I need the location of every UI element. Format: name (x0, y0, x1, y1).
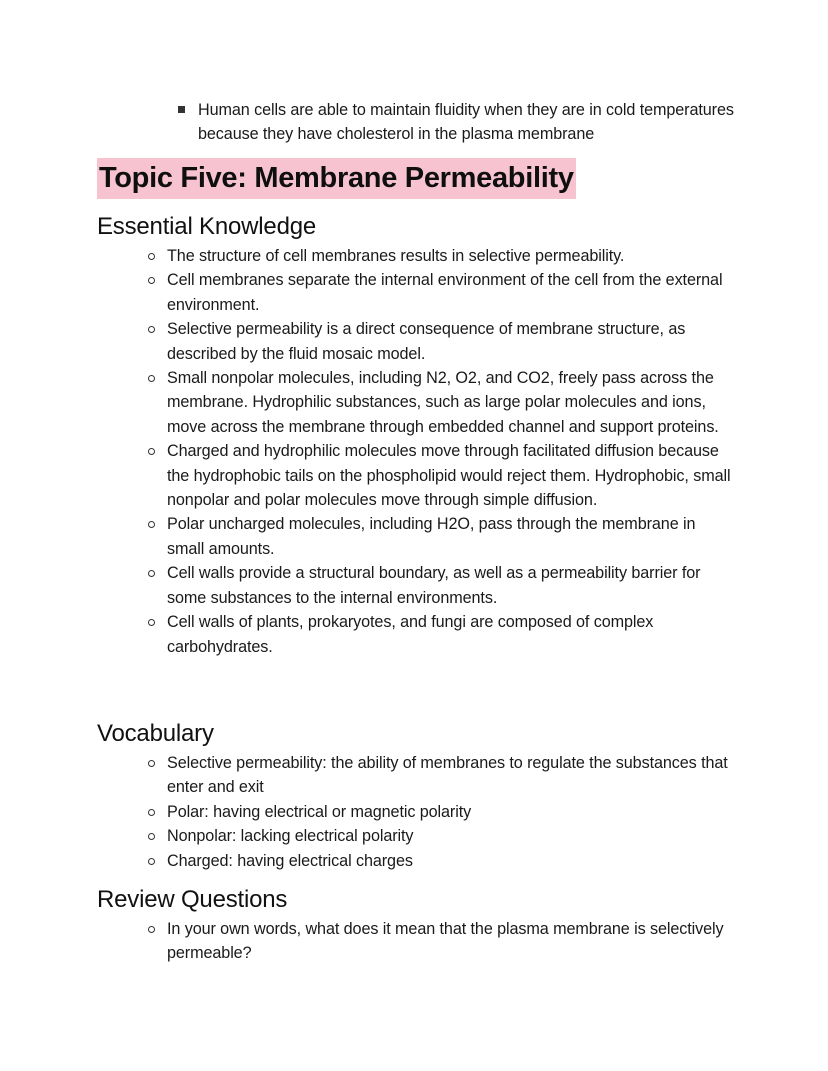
list-item (167, 366, 732, 439)
circle-bullet-icon (148, 521, 155, 528)
list-item (167, 244, 732, 268)
list-item-text: Nonpolar: lacking electrical polarity (167, 827, 414, 846)
circle-bullet-icon (148, 760, 155, 767)
list-item (167, 268, 732, 317)
circle-bullet-icon (148, 833, 155, 840)
section-heading-vocabulary: Vocabulary (97, 720, 214, 747)
review-questions-list (167, 917, 732, 966)
list-item-text: Selective permeability: the ability of membranes to regulate the substances that enter and exit (167, 754, 728, 797)
list-item-text: Selective permeability is a direct consequence of membrane structure, as described by the fluid mosaic model. (167, 320, 686, 363)
list-item-text: Charged and hydrophilic molecules move through facilitated diffusion because the hydrophobic tails on the phospholipid would reject them. Hydrophobic, small nonpolar and polar molecules move through simple diffusion. (167, 442, 731, 510)
circle-bullet-icon (148, 619, 155, 626)
circle-bullet-icon (148, 858, 155, 865)
list-item (167, 610, 732, 659)
topic-title: Topic Five: Membrane Permeability (97, 158, 576, 199)
list-item (167, 439, 732, 512)
list-item (167, 751, 732, 800)
list-item-text: Small nonpolar molecules, including N2, O2, and CO2, freely pass across the membrane. Hydrophilic substances, such as large polar molecules and ions, move across the membrane through embedded channel and support proteins. (167, 369, 719, 436)
circle-bullet-icon (148, 448, 155, 455)
circle-bullet-icon (148, 375, 155, 382)
square-bullet-icon (178, 106, 185, 113)
section-heading-review-questions: Review Questions (97, 886, 288, 913)
list-item (167, 849, 732, 873)
list-item-text: In your own words, what does it mean that the plasma membrane is selectively permeable? (167, 920, 724, 963)
list-item (167, 317, 732, 366)
list-item (198, 98, 738, 147)
list-item-text: Cell walls provide a structural boundary, as well as a permeability barrier for some substances to the internal environments. (167, 564, 701, 607)
list-item (167, 561, 732, 610)
circle-bullet-icon (148, 253, 155, 260)
list-item (167, 824, 732, 848)
list-item-text: Charged: having electrical charges (167, 851, 413, 870)
list-item-text: Polar: having electrical or magnetic polarity (167, 802, 472, 821)
list-item-text: Human cells are able to maintain fluidity when they are in cold temperatures because they have cholesterol in the plasma membrane (198, 101, 734, 144)
section-heading-essential-knowledge: Essential Knowledge (97, 213, 317, 240)
circle-bullet-icon (148, 926, 155, 933)
list-item (167, 512, 732, 561)
circle-bullet-icon (148, 570, 155, 577)
circle-bullet-icon (148, 809, 155, 816)
circle-bullet-icon (148, 326, 155, 333)
list-item-text: Cell walls of plants, prokaryotes, and fungi are composed of complex carbohydrates. (167, 613, 654, 656)
essential-knowledge-list (167, 244, 732, 659)
list-item (167, 917, 732, 966)
vocabulary-list (167, 751, 732, 873)
list-item-text: Cell membranes separate the internal environment of the cell from the external environment. (167, 271, 723, 314)
list-item (167, 800, 732, 824)
circle-bullet-icon (148, 277, 155, 284)
list-item-text: The structure of cell membranes results in selective permeability. (167, 247, 625, 265)
list-item-text: Polar uncharged molecules, including H2O, pass through the membrane in small amounts. (167, 515, 696, 558)
